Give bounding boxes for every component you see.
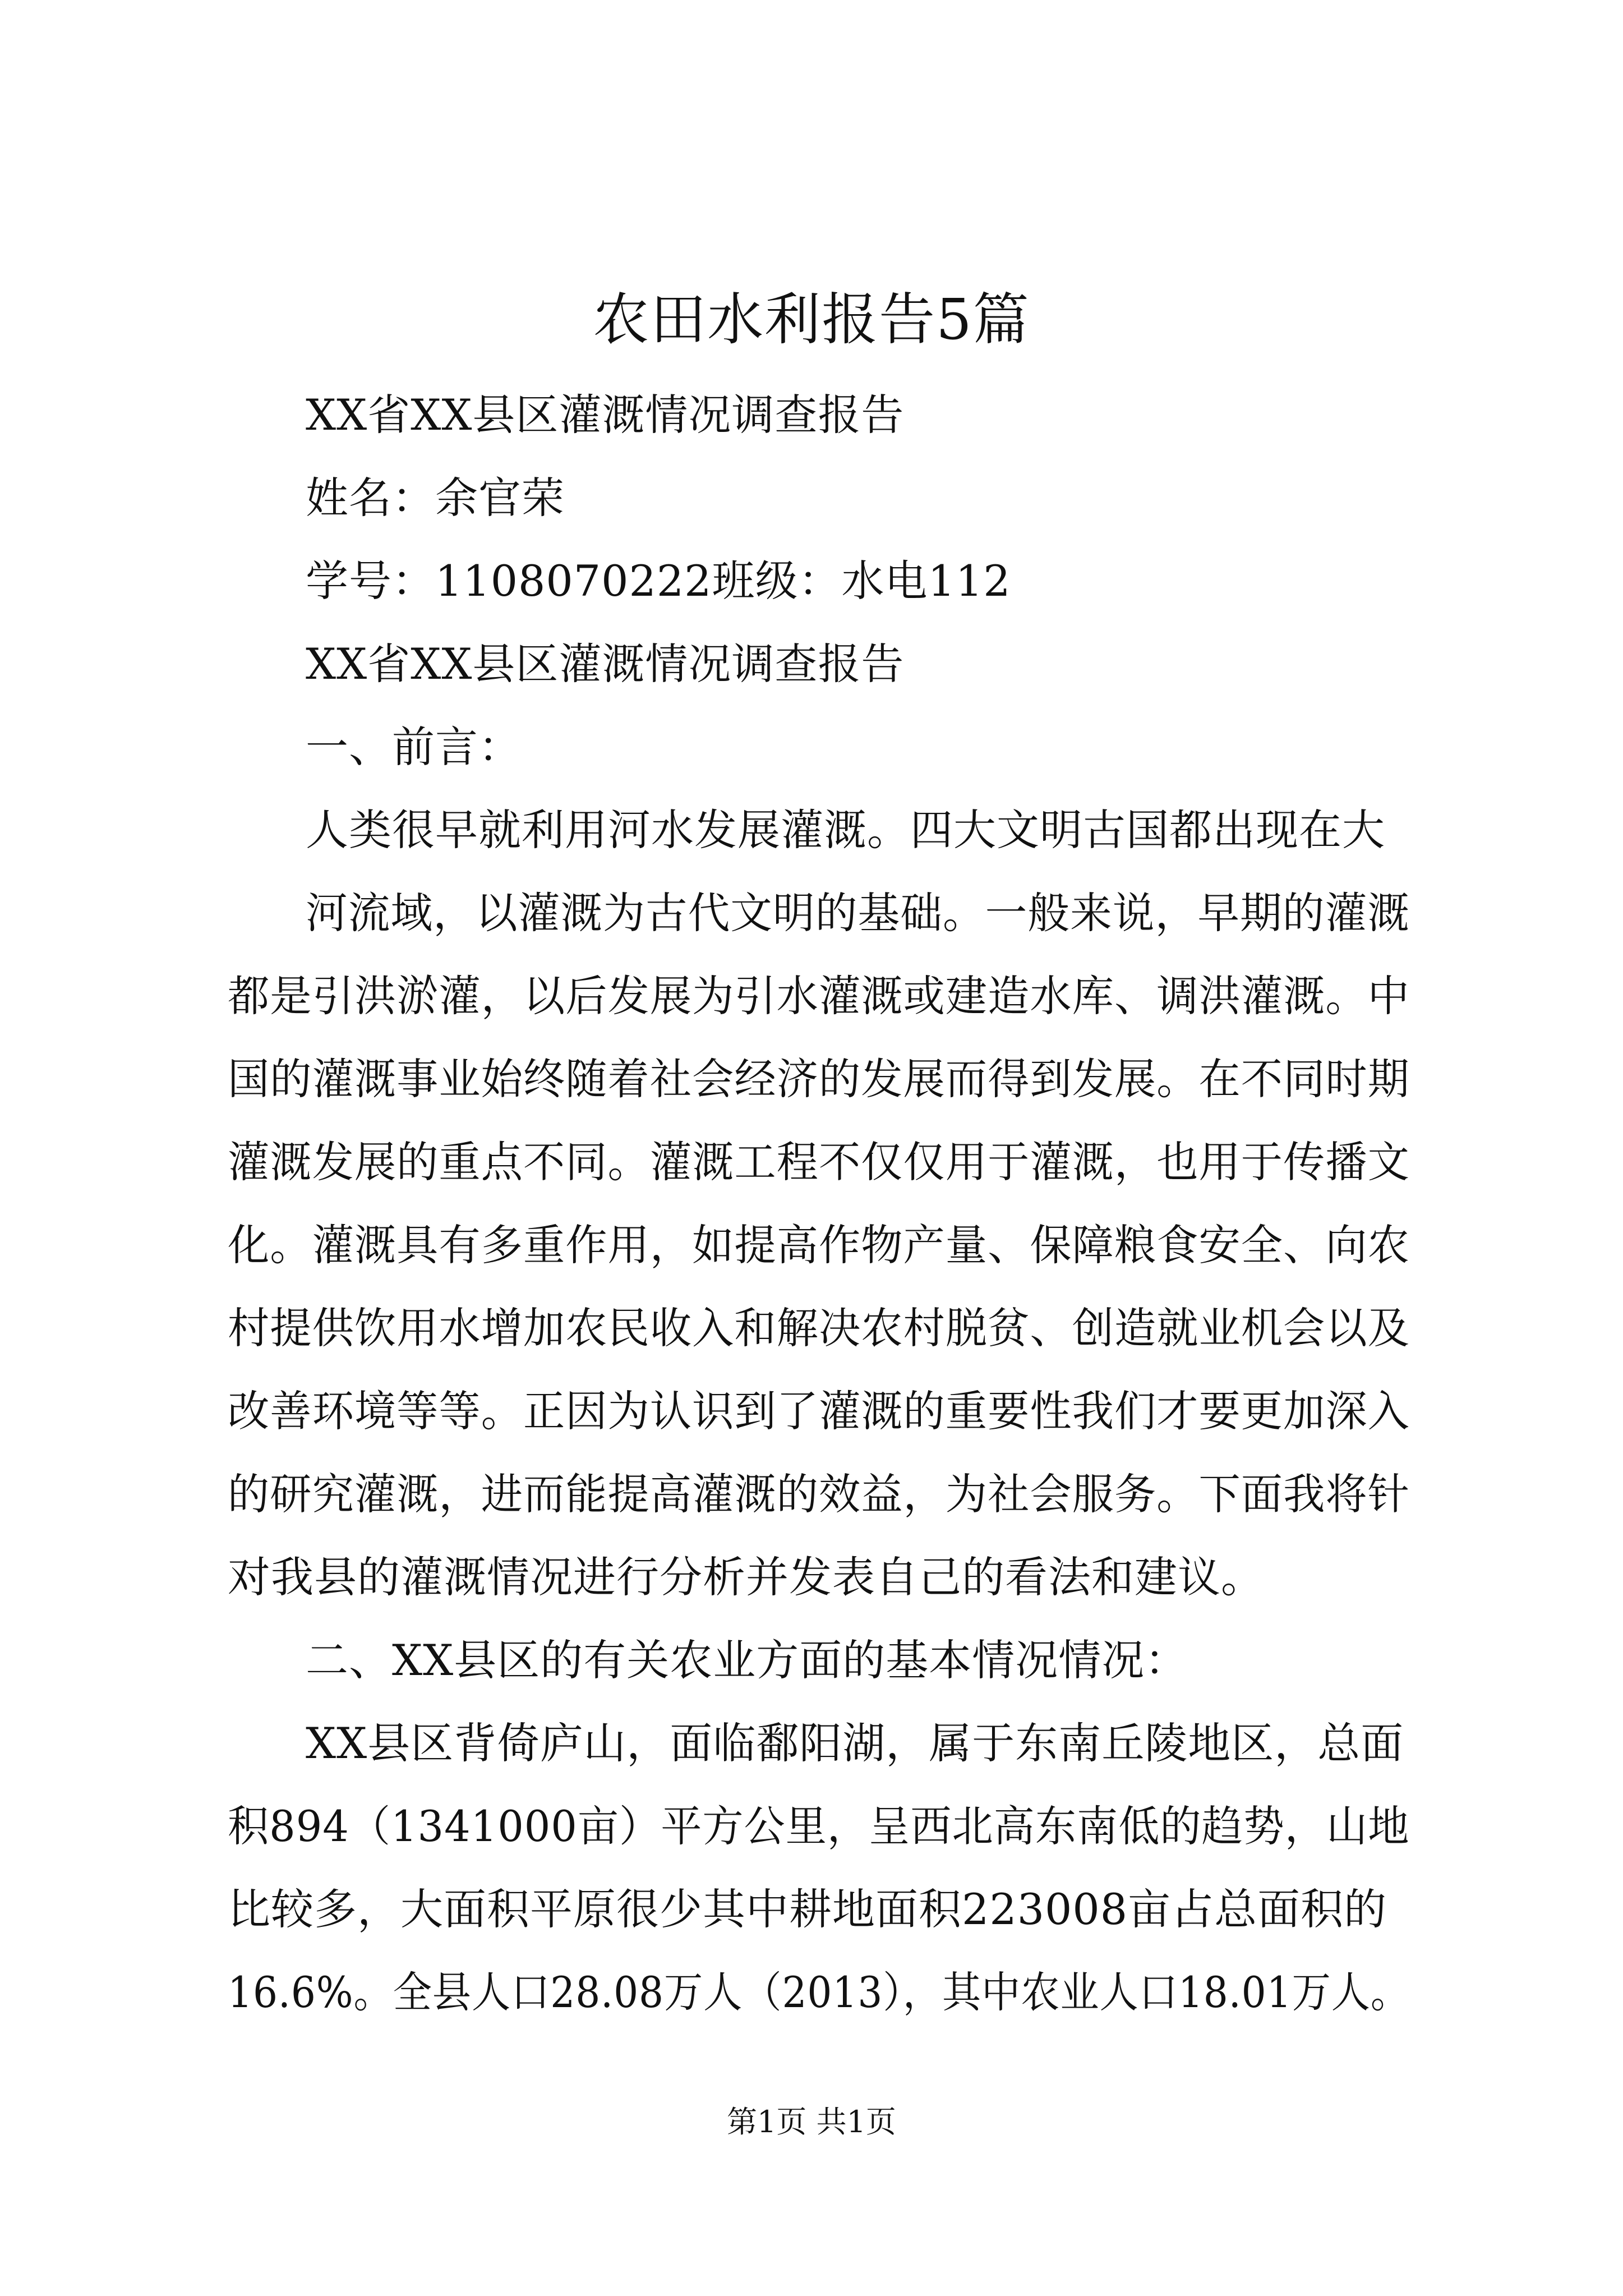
paragraph-line: 人类很早就利用河水发展灌溉。四大文明古国都出现在大 (306, 805, 1385, 855)
paragraph-line: 改善环境等等。正因为认识到了灌溉的重要性我们才要更加深入 (228, 1386, 1410, 1436)
page-footer: 第1页 共1页 (727, 2104, 896, 2139)
document-title: 农田水利报告5篇 (593, 287, 1030, 352)
paragraph-line: 灌溉发展的重点不同。灌溉工程不仅仅用于灌溉，也用于传播文 (228, 1137, 1410, 1187)
paragraph-line: 对我县的灌溉情况进行分析并发表自己的看法和建议。 (228, 1552, 1264, 1602)
author-name-line: 姓名：余官荣 (306, 473, 565, 523)
paragraph-line: 的研究灌溉，进而能提高灌溉的效益，为社会服务。下面我将针 (228, 1469, 1410, 1519)
paragraph-line: 国的灌溉事业始终随着社会经济的发展而得到发展。在不同时期 (228, 1054, 1410, 1104)
paragraph-line: 都是引洪淤灌，以后发展为引水灌溉或建造水库、调洪灌溉。中 (228, 971, 1410, 1021)
paragraph-line: 村提供饮用水增加农民收入和解决农村脱贫、创造就业机会以及 (228, 1303, 1410, 1353)
paragraph-line: 积894（1341000亩）平方公里，呈西北高东南低的趋势，山地 (228, 1801, 1410, 1851)
section-heading-preface: 一、前言： (306, 722, 522, 772)
paragraph-line: 河流域，以灌溉为古代文明的基础。一般来说，早期的灌溉 (306, 888, 1410, 938)
subtitle-line: XX省XX县区灌溉情况调查报告 (306, 390, 905, 440)
paragraph-line: 化。灌溉具有多重作用，如提高作物产量、保障粮食安全、向农 (228, 1220, 1410, 1270)
report-title-line: XX省XX县区灌溉情况调查报告 (306, 639, 905, 689)
paragraph-line: 比较多，大面积平原很少其中耕地面积223008亩占总面积的 (228, 1884, 1387, 1934)
section-heading-2: 二、XX县区的有关农业方面的基本情况情况： (306, 1635, 1188, 1685)
paragraph-line: 16.6%。全县人口28.08万人（2013），其中农业人口18.01万人。 (228, 1967, 1410, 2017)
student-id-line: 学号：1108070222班级：水电112 (306, 556, 1011, 606)
paragraph-line: XX县区背倚庐山，面临鄱阳湖，属于东南丘陵地区，总面 (306, 1718, 1404, 1768)
